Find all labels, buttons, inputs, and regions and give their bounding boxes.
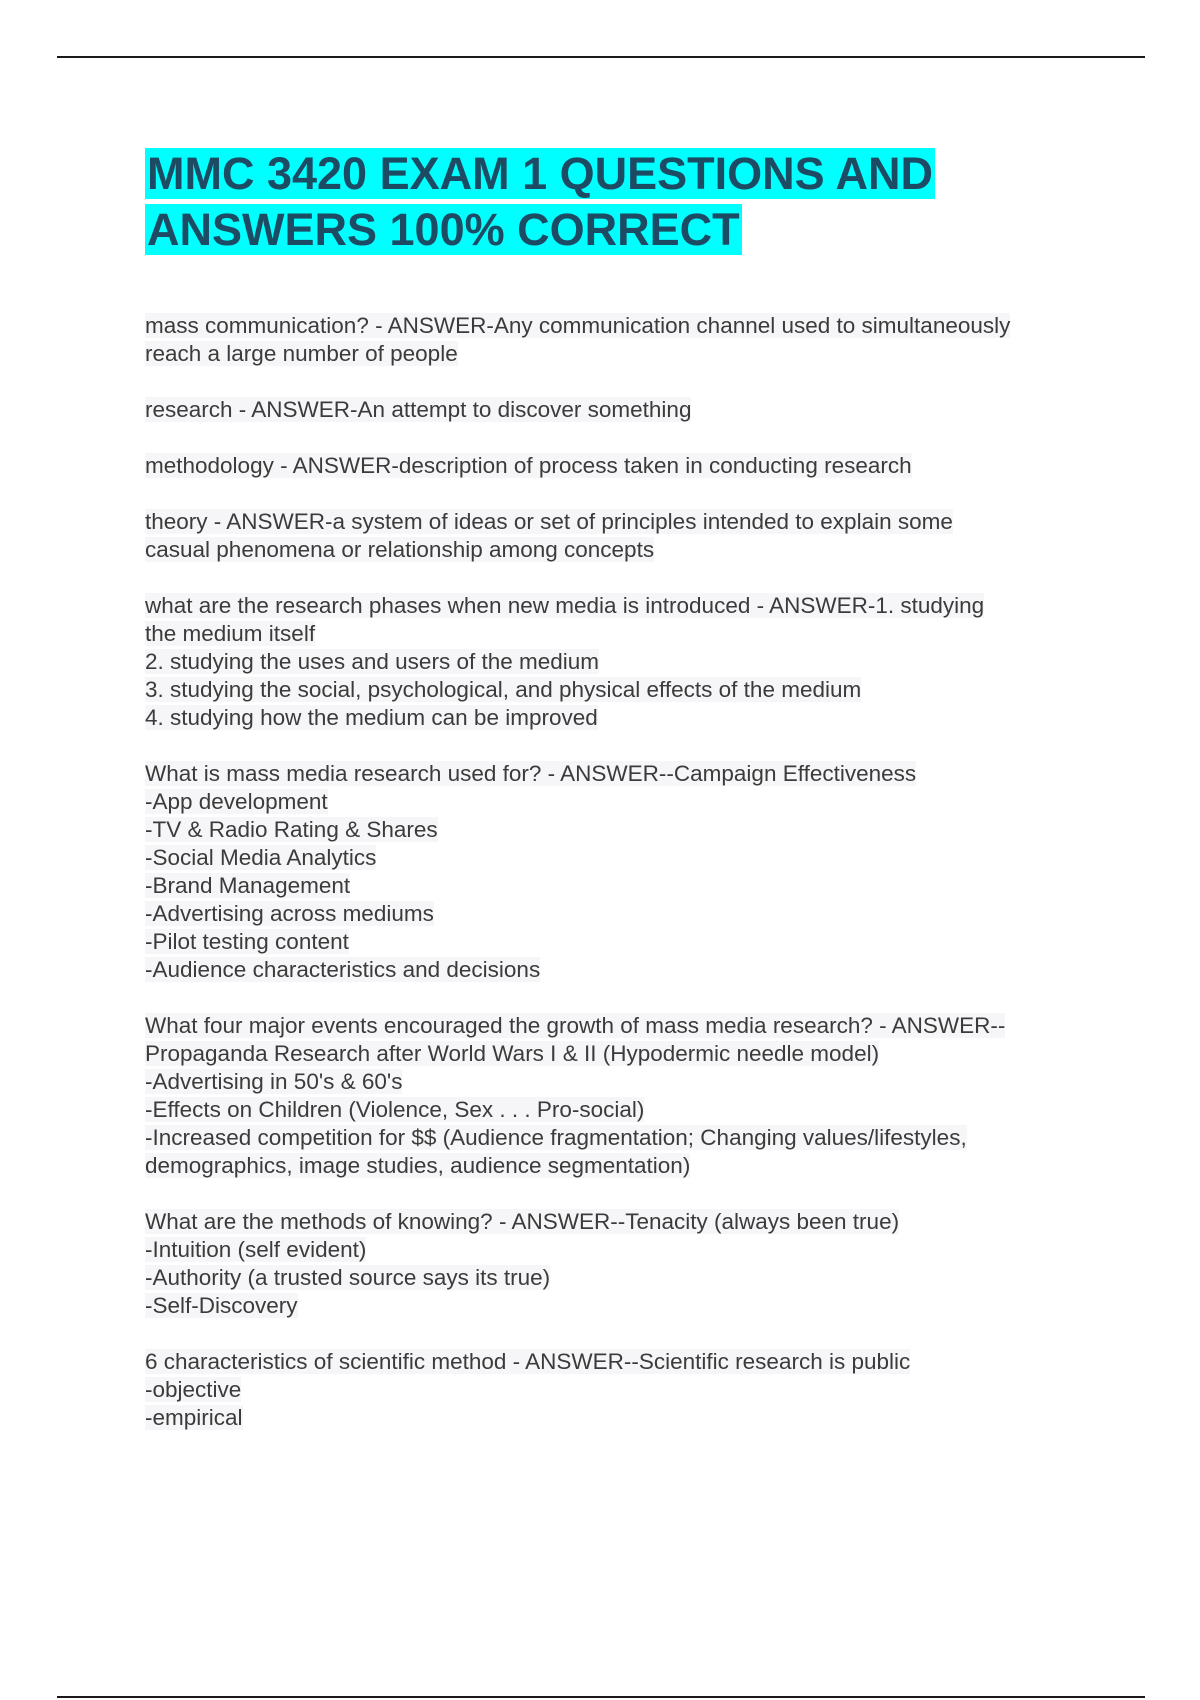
qa-line bbox=[145, 928, 1085, 956]
qa-line-text: 2. studying the uses and users of the medium bbox=[145, 649, 600, 674]
qa-entry bbox=[145, 312, 1085, 368]
qa-line bbox=[145, 508, 1085, 536]
qa-line bbox=[145, 704, 1085, 732]
qa-line-text: -Increased competition for $$ (Audience fragmentation; Changing values/lifestyles, bbox=[145, 1125, 967, 1150]
qa-list bbox=[145, 312, 1085, 1460]
qa-line bbox=[145, 396, 1085, 424]
qa-line bbox=[145, 648, 1085, 676]
qa-line bbox=[145, 900, 1085, 928]
qa-entry bbox=[145, 1348, 1085, 1432]
qa-line-text: -Effects on Children (Violence, Sex . . . Pro-social) bbox=[145, 1097, 645, 1122]
qa-entry bbox=[145, 1208, 1085, 1320]
qa-line-text: -Intuition (self evident) bbox=[145, 1237, 367, 1262]
qa-line-text: -Advertising across mediums bbox=[145, 901, 434, 926]
qa-line-text: theory - ANSWER-a system of ideas or set of principles intended to explain some bbox=[145, 509, 953, 534]
qa-entry bbox=[145, 592, 1085, 732]
qa-line-text: methodology - ANSWER-description of process taken in conducting research bbox=[145, 453, 912, 478]
qa-line-text: -Self-Discovery bbox=[145, 1293, 298, 1318]
qa-line bbox=[145, 1012, 1085, 1040]
qa-line bbox=[145, 536, 1085, 564]
qa-line-text: research - ANSWER-An attempt to discover something bbox=[145, 397, 692, 422]
qa-entry bbox=[145, 452, 1085, 480]
qa-line bbox=[145, 312, 1085, 340]
qa-line-text: demographics, image studies, audience segmentation) bbox=[145, 1153, 691, 1178]
qa-line-text: -Pilot testing content bbox=[145, 929, 349, 954]
qa-line bbox=[145, 1236, 1085, 1264]
qa-line bbox=[145, 1124, 1085, 1152]
qa-line bbox=[145, 1264, 1085, 1292]
qa-line-text: -Social Media Analytics bbox=[145, 845, 377, 870]
qa-line bbox=[145, 1152, 1085, 1180]
qa-line-text: reach a large number of people bbox=[145, 341, 458, 366]
qa-line bbox=[145, 1348, 1085, 1376]
qa-entry bbox=[145, 760, 1085, 984]
qa-line bbox=[145, 620, 1085, 648]
qa-line-text: 3. studying the social, psychological, and physical effects of the medium bbox=[145, 677, 862, 702]
qa-entry bbox=[145, 396, 1085, 424]
qa-line bbox=[145, 1208, 1085, 1236]
qa-line bbox=[145, 676, 1085, 704]
qa-line-text: -Authority (a trusted source says its true) bbox=[145, 1265, 551, 1290]
qa-line-text: -objective bbox=[145, 1377, 242, 1402]
qa-entry bbox=[145, 508, 1085, 564]
qa-line bbox=[145, 592, 1085, 620]
qa-line bbox=[145, 1040, 1085, 1068]
qa-line bbox=[145, 760, 1085, 788]
qa-line bbox=[145, 452, 1085, 480]
qa-line bbox=[145, 844, 1085, 872]
qa-line-text: -TV & Radio Rating & Shares bbox=[145, 817, 438, 842]
qa-line-text: what are the research phases when new media is introduced - ANSWER-1. studying bbox=[145, 593, 985, 618]
page-title bbox=[145, 146, 1105, 258]
qa-line bbox=[145, 1292, 1085, 1320]
qa-line-text: -Advertising in 50's & 60's bbox=[145, 1069, 403, 1094]
qa-line-text: -Brand Management bbox=[145, 873, 351, 898]
qa-line bbox=[145, 1404, 1085, 1432]
qa-line-text: What are the methods of knowing? - ANSWER--Tenacity (always been true) bbox=[145, 1209, 900, 1234]
qa-line bbox=[145, 816, 1085, 844]
qa-line-text: 6 characteristics of scientific method - ANSWER--Scientific research is public bbox=[145, 1349, 911, 1374]
page-title-line-1: MMC 3420 EXAM 1 QUESTIONS AND bbox=[147, 148, 933, 199]
qa-line-text: -empirical bbox=[145, 1405, 243, 1430]
qa-line-text: mass communication? - ANSWER-Any communication channel used to simultaneously bbox=[145, 313, 1011, 338]
qa-entry bbox=[145, 1012, 1085, 1180]
qa-line bbox=[145, 956, 1085, 984]
qa-line bbox=[145, 872, 1085, 900]
qa-line bbox=[145, 340, 1085, 368]
qa-line-text: the medium itself bbox=[145, 621, 316, 646]
qa-line-text: 4. studying how the medium can be improved bbox=[145, 705, 598, 730]
top-rule bbox=[57, 56, 1145, 58]
bottom-rule bbox=[57, 1696, 1145, 1698]
qa-line bbox=[145, 1068, 1085, 1096]
qa-line-text: What four major events encouraged the growth of mass media research? - ANSWER-- bbox=[145, 1013, 1006, 1038]
qa-line-text: What is mass media research used for? - ANSWER--Campaign Effectiveness bbox=[145, 761, 917, 786]
qa-line-text: -Audience characteristics and decisions bbox=[145, 957, 541, 982]
qa-line-text: casual phenomena or relationship among concepts bbox=[145, 537, 655, 562]
qa-line bbox=[145, 1096, 1085, 1124]
qa-line bbox=[145, 788, 1085, 816]
page-title-line-2: ANSWERS 100% CORRECT bbox=[147, 204, 740, 255]
qa-line-text: Propaganda Research after World Wars I & II (Hypodermic needle model) bbox=[145, 1041, 880, 1066]
qa-line-text: -App development bbox=[145, 789, 328, 814]
qa-line bbox=[145, 1376, 1085, 1404]
